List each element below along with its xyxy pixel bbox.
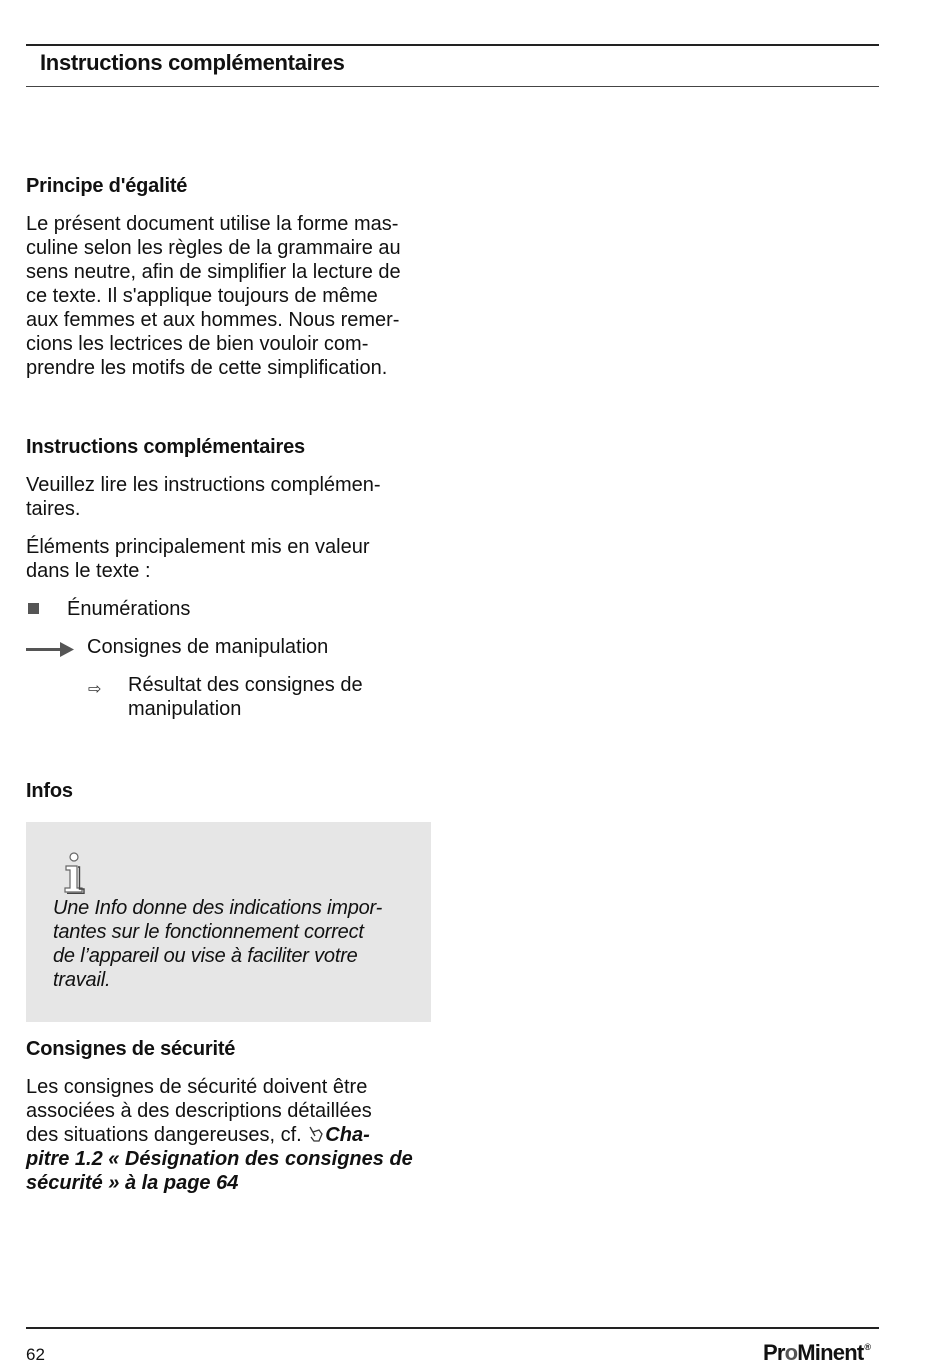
square-bullet-icon (28, 603, 39, 614)
section-equality (26, 175, 436, 380)
text-line: taires. (26, 498, 81, 520)
pointing-hand-icon (307, 1125, 325, 1143)
info-box (26, 822, 431, 1022)
paragraph (26, 212, 436, 380)
text-line: Une Info donne des indications impor- (53, 897, 383, 919)
list-item-manipulation (26, 635, 436, 659)
section-heading: Consignes de sécurité (26, 1038, 236, 1060)
header-rule-top (26, 44, 879, 46)
footer-rule (26, 1327, 879, 1329)
text-line: aux femmes et aux hommes. Nous remer- (26, 309, 400, 331)
brand-part: Minent (797, 1340, 864, 1365)
paragraph (26, 1075, 436, 1195)
section-heading: Infos (26, 780, 73, 802)
page-header-title: Instructions complémentaires (40, 50, 345, 75)
info-text (53, 896, 423, 992)
text-line (26, 1123, 436, 1147)
text-line: Veuillez lire les instructions complémen- (26, 474, 381, 496)
chapter-link-cont[interactable]: sécurité » à la page 64 (26, 1172, 239, 1194)
text-line: cions les lectrices de bien vouloir com- (26, 333, 369, 355)
text-line: sens neutre, afin de simplifier la lecture de (26, 261, 401, 283)
text-line: associées à des descriptions détaillées (26, 1100, 372, 1122)
text-line: manipulation (128, 698, 242, 720)
text-line: Résultat des consignes de (128, 674, 363, 696)
text-line: culine selon les règles de la grammaire au (26, 237, 401, 259)
text-line: Le présent document utilise la forme mas- (26, 213, 399, 235)
page-number: 62 (26, 1345, 45, 1364)
arrow-right-icon (26, 641, 76, 659)
list-item-result (26, 673, 436, 721)
text-fragment: des situations dangereuses, cf. (26, 1124, 308, 1146)
list-item-label: Énumérations (67, 598, 191, 620)
text-line[interactable] (26, 1147, 436, 1171)
text-line: prendre les motifs de cette simplification. (26, 357, 388, 379)
paragraph (26, 473, 436, 521)
registered-mark: ® (864, 1342, 871, 1352)
section-additional (26, 436, 436, 721)
list-item-enumeration (26, 597, 436, 621)
section-heading: Instructions complémentaires (26, 436, 305, 458)
info-icon (62, 852, 88, 894)
brand-part: Pr (763, 1340, 785, 1365)
list-item-label (128, 673, 363, 721)
brand-part: o (784, 1340, 798, 1365)
section-safety (26, 1038, 436, 1195)
text-line: travail. (53, 969, 111, 991)
text-line: ce texte. Il s'applique toujours de même (26, 285, 378, 307)
header-rule-bottom (26, 86, 879, 87)
section-infos (26, 780, 436, 803)
hollow-arrow-icon: ⇨ (88, 681, 102, 698)
brand-logo (763, 1340, 870, 1366)
text-line: tantes sur le fonctionnement correct (53, 921, 364, 943)
section-heading: Principe d'égalité (26, 175, 188, 197)
text-line: Les consignes de sécurité doivent être (26, 1076, 368, 1098)
chapter-link[interactable]: Cha- (325, 1124, 370, 1146)
text-line: dans le texte : (26, 560, 151, 582)
paragraph (26, 535, 436, 583)
chapter-link-cont[interactable]: pitre 1.2 « Désignation des consignes de (26, 1148, 413, 1170)
list-item-label: Consignes de manipulation (87, 636, 329, 658)
text-line[interactable] (26, 1171, 436, 1195)
text-line: de l’appareil ou vise à faciliter votre (53, 945, 358, 967)
text-line: Éléments principalement mis en valeur (26, 536, 370, 558)
